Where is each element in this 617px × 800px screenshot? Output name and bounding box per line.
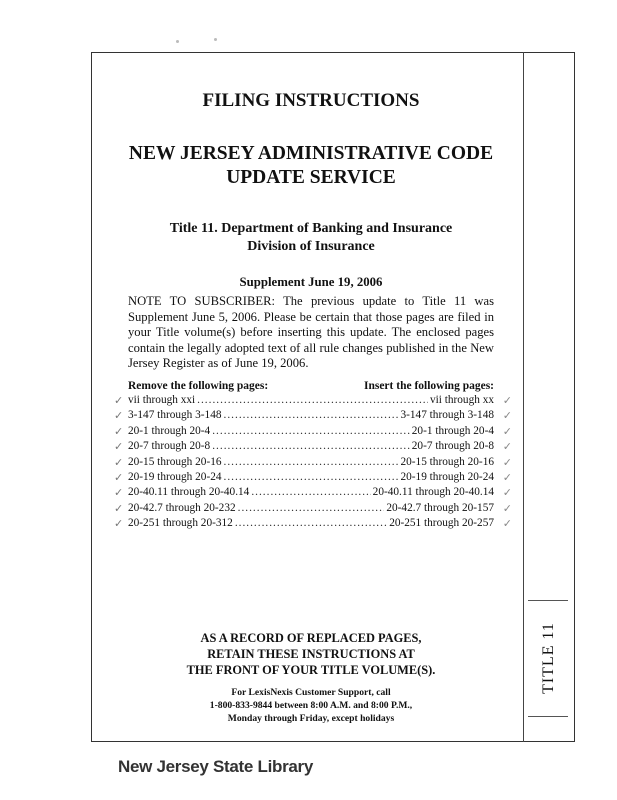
- insert-pages-cell: 20-7 through 20-8: [411, 440, 494, 453]
- remove-pages-cell: 3-147 through 3-148: [128, 409, 222, 422]
- supplement-date: Supplement June 19, 2006: [239, 275, 383, 289]
- check-mark-icon: ✓: [114, 410, 124, 423]
- record-line3: THE FRONT OF YOUR TITLE VOLUME(S).: [186, 663, 436, 677]
- insert-pages-cell: vii through xx: [429, 394, 494, 406]
- table-row: [114, 517, 512, 532]
- insert-header: Insert the following pages:: [363, 380, 494, 392]
- note-to-subscriber: NOTE TO SUBSCRIBER: The previous update to Title 11 was Supplement June 5, 2006. Please be certain that those pages are filed in your Title volume(s) before inserting this update. The enclosed pages contain the legally adopted text of all rule changes published in the New Jersey Register as of June 19, 2006.: [128, 294, 494, 370]
- customer-support: [128, 686, 494, 725]
- leader-dots: [224, 471, 399, 483]
- table-row: [114, 455, 512, 471]
- scan-speck: [214, 38, 217, 41]
- leader-dots: [235, 517, 387, 529]
- scan-speck: [176, 40, 179, 43]
- tab-rule-bottom: [528, 716, 568, 717]
- check-mark-icon: ✓: [114, 425, 124, 438]
- check-mark-icon: ✓: [502, 487, 512, 500]
- check-mark-icon: ✓: [114, 502, 124, 515]
- record-notice: [128, 630, 494, 678]
- insert-pages-cell: 20-1 through 20-4: [411, 424, 494, 437]
- code-title-line2: UPDATE SERVICE: [226, 167, 396, 188]
- check-mark-icon: ✓: [114, 487, 124, 500]
- remove-pages-cell: 20-251 through 20-312: [128, 517, 233, 530]
- table-row: [114, 394, 512, 409]
- check-mark-icon: ✓: [114, 395, 124, 407]
- record-line2: RETAIN THESE INSTRUCTIONS AT: [207, 647, 415, 661]
- title-line2: Division of Insurance: [247, 239, 375, 254]
- leader-dots: [212, 440, 410, 452]
- title-line1: Title 11. Department of Banking and Insurance: [169, 221, 453, 236]
- insert-pages-cell: 20-40.11 through 20-40.14: [372, 486, 494, 499]
- table-row: [114, 501, 512, 517]
- support-line1: For LexisNexis Customer Support, call: [231, 687, 391, 698]
- check-mark-icon: ✓: [502, 502, 512, 515]
- filing-instructions-heading: FILING INSTRUCTIONS: [202, 90, 420, 111]
- check-mark-icon: ✓: [114, 518, 124, 531]
- side-tab-label: TITLE 11: [540, 622, 558, 694]
- table-row: [114, 486, 512, 501]
- remove-pages-cell: 20-1 through 20-4: [128, 424, 211, 437]
- table-rows: [114, 394, 512, 533]
- support-line2: 1-800-833-9844 between 8:00 A.M. and 8:00 P.M.,: [209, 700, 413, 711]
- table-row: [114, 424, 512, 440]
- leader-dots: [212, 425, 410, 437]
- leader-dots: [251, 486, 370, 498]
- leader-dots: [197, 394, 428, 406]
- check-mark-icon: ✓: [114, 471, 124, 484]
- table-row: [114, 409, 512, 424]
- check-mark-icon: ✓: [502, 425, 512, 438]
- side-tab: [536, 608, 562, 708]
- remove-header: Remove the following pages:: [128, 380, 269, 392]
- library-stamp: New Jersey State Library: [118, 757, 314, 776]
- check-mark-icon: ✓: [502, 410, 512, 423]
- insert-pages-cell: 20-42.7 through 20-157: [386, 501, 494, 514]
- record-line1: AS A RECORD OF REPLACED PAGES,: [200, 631, 422, 645]
- insert-pages-cell: 3-147 through 3-148: [400, 409, 494, 422]
- remove-pages-cell: 20-15 through 20-16: [128, 455, 222, 468]
- check-mark-icon: ✓: [502, 395, 512, 407]
- remove-pages-cell: 20-40.11 through 20-40.14: [128, 486, 250, 499]
- insert-pages-cell: 20-251 through 20-257: [389, 517, 494, 530]
- insert-pages-cell: 20-19 through 20-24: [400, 470, 494, 483]
- remove-pages-cell: 20-42.7 through 20-232: [128, 501, 236, 514]
- insert-pages-cell: 20-15 through 20-16: [400, 455, 494, 468]
- tab-rule-top: [528, 600, 568, 601]
- check-mark-icon: ✓: [114, 456, 124, 469]
- check-mark-icon: ✓: [502, 456, 512, 469]
- remove-pages-cell: 20-19 through 20-24: [128, 470, 222, 483]
- leader-dots: [224, 456, 399, 468]
- table-row: [114, 470, 512, 486]
- leader-dots: [238, 502, 385, 514]
- table-row: [114, 440, 512, 455]
- tab-divider: [523, 52, 524, 742]
- code-title-line1: NEW JERSEY ADMINISTRATIVE CODE: [128, 143, 494, 164]
- check-mark-icon: ✓: [502, 518, 512, 531]
- remove-pages-cell: vii through xxi: [128, 394, 196, 406]
- table-header: [128, 380, 494, 394]
- check-mark-icon: ✓: [502, 471, 512, 484]
- remove-pages-cell: 20-7 through 20-8: [128, 440, 211, 453]
- check-mark-icon: ✓: [114, 441, 124, 454]
- support-line3: Monday through Friday, except holidays: [227, 713, 395, 724]
- leader-dots: [224, 409, 399, 421]
- pages-table: [114, 380, 512, 533]
- check-mark-icon: ✓: [502, 441, 512, 454]
